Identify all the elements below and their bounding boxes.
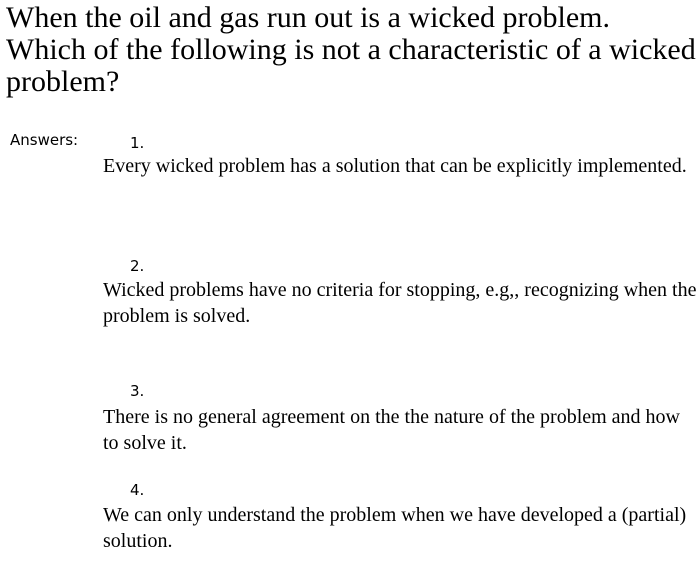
- answer-option-3-text[interactable]: There is no general agreement on the the nature of the problem and how to solve it.: [103, 406, 681, 454]
- answer-option-3-number: 3.: [130, 382, 145, 400]
- answer-option-2-number: 2.: [130, 257, 145, 275]
- answer-option-4-text[interactable]: We can only understand the problem when we have developed a (partial) solution.: [103, 504, 687, 552]
- answer-option-2-text[interactable]: Wicked problems have no criteria for stopping, e.g,, recognizing when the problem is solved.: [103, 279, 697, 327]
- answer-option-4-number: 4.: [130, 481, 145, 499]
- answers-label: Answers:: [10, 131, 79, 149]
- question-text: When the oil and gas run out is a wicked problem. Which of the following is not a characteristic of a wicked problem?: [6, 1, 696, 98]
- answer-option-1-text[interactable]: Every wicked problem has a solution that can be explicitly implemented.: [103, 155, 687, 177]
- answer-option-1-number: 1.: [130, 134, 145, 152]
